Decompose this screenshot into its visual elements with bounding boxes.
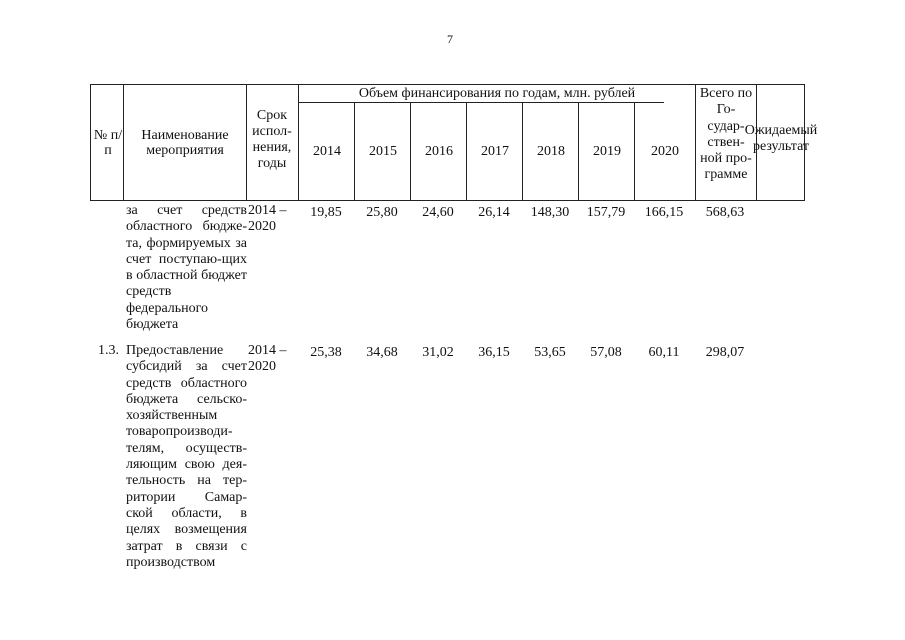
header-term: Срок испол-нения, годы <box>252 108 292 171</box>
header-year: 2020 <box>651 144 679 159</box>
row-term: 2014 – 2020 <box>248 203 287 235</box>
header-year: 2015 <box>369 144 397 159</box>
header-result-text: Ожидаемый результат <box>744 123 818 154</box>
header-year: 2016 <box>425 144 453 159</box>
col-divider <box>695 85 696 200</box>
row-value: 36,15 <box>478 345 510 360</box>
row-value: 157,79 <box>586 205 626 220</box>
row-value: 19,85 <box>310 205 342 220</box>
header-year: 2018 <box>537 144 565 159</box>
row-total: 298,07 <box>705 345 745 360</box>
table-header <box>90 84 818 201</box>
header-year: 2014 <box>313 144 341 159</box>
header-total: Всего по Го-судар-ствен-ной про-грамме <box>699 86 753 183</box>
row-total: 568,63 <box>705 205 745 220</box>
row-value: 34,68 <box>366 345 398 360</box>
row-value: 166,15 <box>644 205 684 220</box>
row-value: 57,08 <box>590 345 622 360</box>
col-divider <box>123 85 124 200</box>
row-value: 31,02 <box>422 345 454 360</box>
header-funding: Объем финансирования по годам, млн. рублей <box>358 86 636 101</box>
header-year: 2017 <box>481 144 509 159</box>
header-result <box>744 123 818 155</box>
row-value: 53,65 <box>534 345 566 360</box>
row-value: 26,14 <box>478 205 510 220</box>
row-term: 2014 – 2020 <box>248 343 287 375</box>
header-year: 2019 <box>593 144 621 159</box>
header-num: № п/п <box>93 128 123 158</box>
row-value: 25,38 <box>310 345 342 360</box>
row-value: 24,60 <box>422 205 454 220</box>
page-number: 7 <box>447 32 453 46</box>
row-value: 148,30 <box>530 205 570 220</box>
row-number: 1.3. <box>98 343 119 358</box>
funding-divider <box>298 102 664 103</box>
row-name: Предоставление субсидий за счет средств областного бюджета сельско-хозяйственным товаропроизводи-телям, осуществ-ляющим свою дея-тельность на тер-ритории Самар-ской области, в целях возмещения затрат в связи с производством <box>126 343 247 570</box>
row-value: 60,11 <box>648 345 680 360</box>
header-name: Наименование мероприятия <box>141 128 229 158</box>
row-name: за счет средств областного бюдже-та, формируемых за счет поступаю-щих в областной бюджет средств федерального бюджета <box>126 203 247 333</box>
row-value: 25,80 <box>366 205 398 220</box>
